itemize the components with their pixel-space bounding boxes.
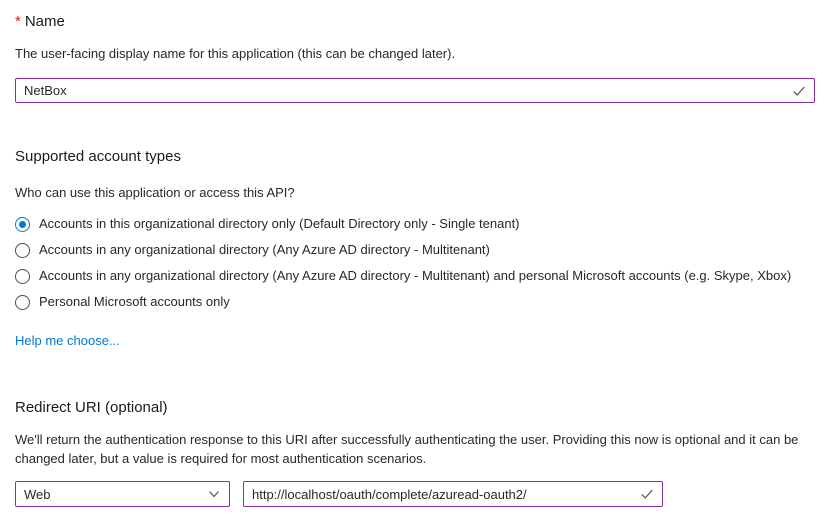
radio-label: Accounts in this organizational directory only (Default Directory only - Single tenant) (39, 216, 520, 231)
radio-multitenant-personal[interactable] (15, 263, 815, 289)
radio-circle-icon (15, 269, 30, 284)
redirect-uri-section (15, 398, 815, 507)
account-types-question: Who can use this application or access this API? (15, 185, 295, 200)
supported-account-types-section (15, 147, 815, 350)
radio-single-tenant[interactable] (15, 211, 815, 237)
name-description: The user-facing display name for this application (this can be changed later). (15, 46, 456, 61)
redirect-uri-input[interactable] (243, 481, 663, 507)
redirect-uri-description: We'll return the authentication response to this URI after successfully authenticating the user. Providing this now is optional and it can be changed later, but a value is required for most authentication scenarios. (15, 432, 799, 466)
help-me-choose-link[interactable]: Help me choose... (15, 333, 120, 348)
radio-multitenant[interactable] (15, 237, 815, 263)
radio-circle-icon (15, 243, 30, 258)
account-types-radio-group (15, 211, 815, 315)
platform-select[interactable] (15, 481, 230, 507)
redirect-uri-input-wrap (243, 481, 663, 507)
radio-label: Accounts in any organizational directory (Any Azure AD directory - Multitenant) (39, 242, 490, 257)
chevron-down-icon (208, 488, 220, 500)
required-marker: * (15, 13, 21, 30)
radio-circle-icon (15, 217, 30, 232)
name-label: Name (24, 13, 65, 30)
radio-circle-icon (15, 295, 30, 310)
radio-label: Accounts in any organizational directory (Any Azure AD directory - Multitenant) and personal Microsoft accounts (e.g. Skype, Xbox) (39, 268, 792, 283)
radio-label: Personal Microsoft accounts only (39, 294, 230, 309)
redirect-uri-controls (15, 481, 815, 507)
account-types-title: Supported account types (15, 148, 181, 165)
name-section-title (15, 12, 815, 32)
platform-select-value: Web (24, 486, 51, 502)
name-input-wrap (15, 78, 815, 103)
radio-personal-only[interactable] (15, 289, 815, 315)
redirect-uri-title: Redirect URI (optional) (15, 399, 168, 416)
name-input[interactable] (15, 78, 815, 103)
